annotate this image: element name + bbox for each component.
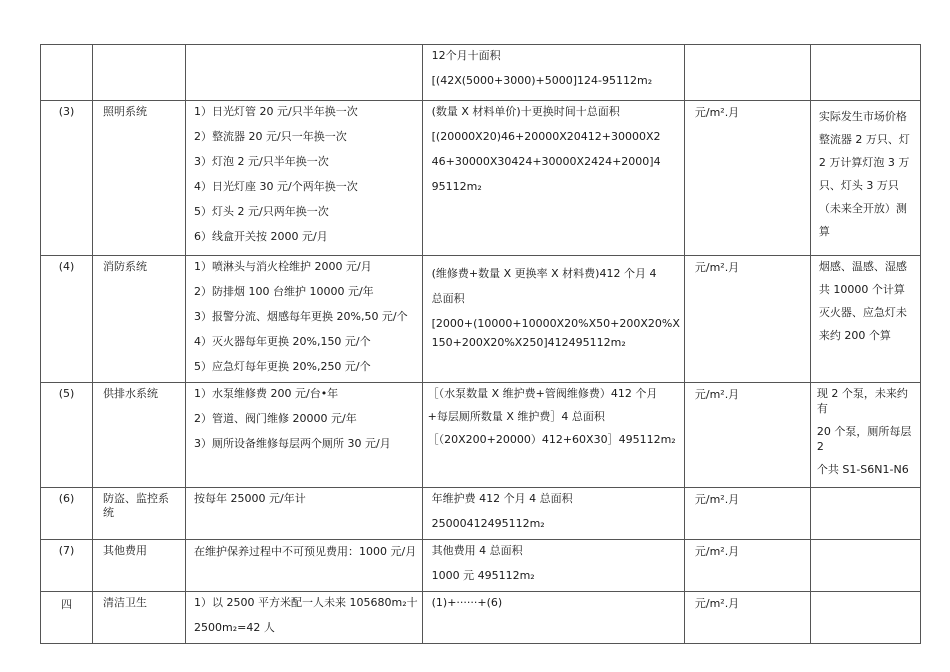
unit-cell — [684, 383, 810, 488]
formula-line: 1000 元 495112m₂ — [431, 569, 535, 582]
note-cell — [810, 101, 920, 256]
row-number-cell: (4) — [41, 256, 93, 383]
row-number-cell: (5) — [41, 383, 93, 488]
formula-line: [(42X(5000+3000)+5000]124-95112m₂ — [431, 74, 653, 87]
items-cell — [186, 256, 423, 383]
item-line: 1）日光灯管 20 元/只半年换一次 — [194, 105, 358, 118]
note-line: 算 — [818, 225, 830, 238]
formula-cell — [422, 540, 684, 592]
unit-cell — [684, 256, 810, 383]
note-line: 个共 S1-S6N1-N6 — [816, 463, 909, 476]
formula-line: ［（20X200+20000）412+60X30］495112m₂ — [427, 433, 676, 446]
note-cell — [810, 256, 920, 383]
item-line: 1）以 2500 平方米配一人未来 105680m₂十 — [194, 596, 418, 609]
note-line: 整流器 2 万只、灯 — [818, 133, 910, 146]
note-line: （未来全开放）测 — [818, 202, 907, 215]
row-number-cell — [41, 45, 93, 101]
formula-line: ［（水泵数量 X 维护费+管阀维修费）412 个月 — [427, 387, 658, 400]
note-line: 共 10000 个计算 — [818, 283, 905, 296]
row-number-cell: (3) — [41, 101, 93, 256]
formula-cell — [422, 488, 684, 540]
formula-line: (1)+······+(6) — [431, 596, 503, 609]
system-name-cell: 防盗、监控系统 — [93, 488, 186, 540]
system-name-cell: 照明系统 — [93, 101, 186, 256]
items-cell — [186, 101, 423, 256]
items-cell — [186, 592, 423, 644]
item-line: 3）灯泡 2 元/只半年换一次 — [194, 155, 329, 168]
unit-cell — [684, 540, 810, 592]
table-row — [41, 101, 921, 256]
formula-line: 其他费用 4 总面积 — [431, 544, 523, 557]
note-line: 来约 200 个算 — [818, 329, 891, 342]
item-line: 3）厕所设备维修每层两个厕所 30 元/月 — [194, 437, 391, 450]
unit-label: 元/m².月 — [694, 545, 740, 558]
item-line: 2）管道、阀门维修 20000 元/年 — [194, 412, 357, 425]
note-cell — [810, 540, 920, 592]
formula-line: 95112m₂ — [431, 180, 482, 193]
formula-line: 150+200X20%X250]412495112m₂ — [431, 336, 626, 349]
formula-line: 46+30000X30424+30000X2424+2000]4 — [431, 155, 661, 168]
note-line: 灭火器、应急灯未 — [818, 306, 907, 319]
row-number-cell: 四 — [41, 592, 93, 644]
table-row — [41, 592, 921, 644]
item-line: 按每年 25000 元/年计 — [194, 492, 306, 505]
note-cell — [810, 45, 920, 101]
table-row — [41, 540, 921, 592]
item-line: 6）线盒开关按 2000 元/月 — [194, 230, 328, 243]
unit-cell — [684, 45, 810, 101]
unit-label: 元/m².月 — [694, 261, 740, 274]
note-cell — [810, 488, 920, 540]
formula-cell — [422, 101, 684, 256]
formula-line: (维修费+数量 X 更换率 X 材料费)412 个月 4 — [431, 267, 657, 280]
row-number-cell: (7) — [41, 540, 93, 592]
formula-cell — [422, 383, 684, 488]
formula-cell — [422, 256, 684, 383]
system-name-cell: 其他费用 — [93, 540, 186, 592]
fee-table — [40, 44, 921, 644]
note-line: 现 2 个泵，未来约有 — [816, 387, 908, 415]
item-line: 在维护保养过程中不可预见费用：1000 元/月 — [194, 545, 417, 558]
formula-line: +每层厕所数量 X 维护费］4 总面积 — [427, 410, 605, 423]
formula-line: (数量 X 材料单价)十更换时间十总面积 — [431, 105, 620, 118]
note-cell — [810, 383, 920, 488]
system-name-cell: 供排水系统 — [93, 383, 186, 488]
item-line: 5）灯头 2 元/只两年换一次 — [194, 205, 329, 218]
items-cell — [186, 488, 423, 540]
system-name-cell: 消防系统 — [93, 256, 186, 383]
item-line: 5）应急灯每年更换 20%,250 元/个 — [194, 360, 371, 373]
formula-cell — [422, 45, 684, 101]
row-number-cell: (6) — [41, 488, 93, 540]
formula-line: 12个月十面积 — [431, 49, 501, 62]
unit-label: 元/m².月 — [694, 106, 740, 119]
note-line: 2 万计算灯泡 3 万 — [818, 156, 910, 169]
item-line: 4）灭火器每年更换 20%,150 元/个 — [194, 335, 371, 348]
system-name-cell — [93, 45, 186, 101]
item-line: 2）整流器 20 元/只一年换一次 — [194, 130, 347, 143]
table-row — [41, 488, 921, 540]
item-line: 2）防排烟 100 台维护 10000 元/年 — [194, 285, 374, 298]
unit-label: 元/m².月 — [694, 388, 740, 401]
formula-line: [(20000X20)46+20000X20412+30000X2 — [431, 130, 661, 143]
unit-label: 元/m².月 — [694, 597, 740, 610]
unit-cell — [684, 101, 810, 256]
table-row — [41, 256, 921, 383]
unit-cell — [684, 592, 810, 644]
formula-line: 年维护费 412 个月 4 总面积 — [431, 492, 573, 505]
note-line: 烟感、温感、湿感 — [818, 260, 907, 273]
item-line: 1）水泵维修费 200 元/台•年 — [194, 387, 339, 400]
formula-cell — [422, 592, 684, 644]
unit-label: 元/m².月 — [694, 493, 740, 506]
item-line: 3）报警分流、烟感每年更换 20%,50 元/个 — [194, 310, 408, 323]
note-line: 20 个泵，厕所每层 2 — [816, 425, 912, 453]
item-line: 4）日光灯座 30 元/个两年换一次 — [194, 180, 358, 193]
formula-line: [2000+(10000+10000X20%X50+200X20%X — [431, 317, 680, 330]
table-row — [41, 383, 921, 488]
table-row — [41, 45, 921, 101]
items-cell — [186, 45, 423, 101]
formula-line: 总面积 — [431, 292, 465, 305]
item-line: 2500m₂=42 人 — [194, 621, 275, 634]
item-line: 1）喷淋头与消火栓维护 2000 元/月 — [194, 260, 372, 273]
formula-line: 25000412495112m₂ — [431, 517, 545, 530]
system-name-cell: 清洁卫生 — [93, 592, 186, 644]
note-line: 实际发生市场价格 — [818, 110, 907, 123]
note-cell — [810, 592, 920, 644]
note-line: 只、灯头 3 万只 — [818, 179, 899, 192]
unit-cell — [684, 488, 810, 540]
items-cell — [186, 540, 423, 592]
items-cell — [186, 383, 423, 488]
